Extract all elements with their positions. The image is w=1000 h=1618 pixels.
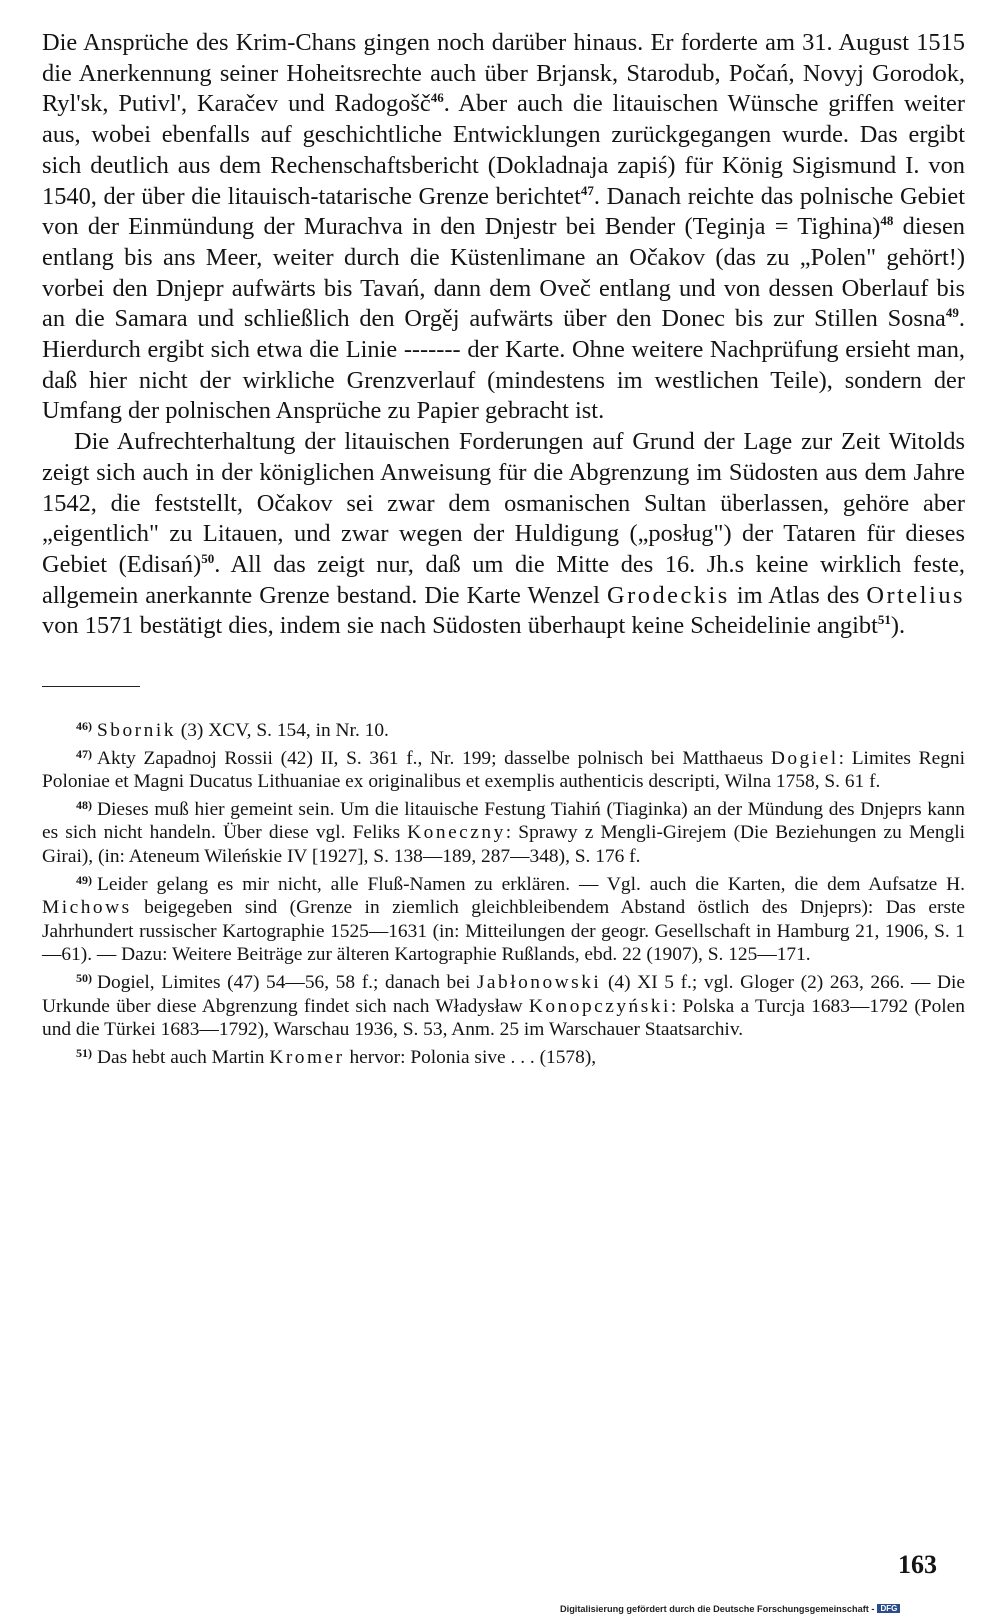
footnote-47 bbox=[42, 743, 965, 794]
spaced-name: Michows bbox=[42, 897, 132, 919]
footnote-text: : Limites Regni Poloniae et Magni Ducatus Lithuaniae ex originalibus et exemplis authenticis descripti, Wilna 1758, S. 61 f. bbox=[42, 747, 965, 793]
spaced-name: Kromer bbox=[269, 1046, 345, 1068]
footnote-number: 46) bbox=[76, 719, 92, 734]
footnote-text: (3) XCV, S. 154, in Nr. 10. bbox=[175, 720, 389, 742]
footnote-text: Dieses muß hier gemeint sein. Um die litauische Festung Tiahiń (Tiaginka) an der Mündung des Dnjeprs kann es sich nicht handeln. Über diese vgl. Feliks bbox=[42, 798, 965, 844]
footnote-50 bbox=[42, 967, 965, 1042]
footnote-number: 51) bbox=[76, 1045, 92, 1060]
footnote-rule bbox=[42, 686, 140, 687]
dfg-logo: DFG bbox=[877, 1604, 900, 1613]
footnote-ref: 51 bbox=[877, 612, 891, 628]
digitization-footer bbox=[560, 1604, 900, 1614]
footnote-number: 48) bbox=[76, 797, 92, 812]
text-run: von 1571 bestätigt dies, indem sie nach Südosten überhaupt keine Scheidelinie angibt bbox=[42, 612, 878, 640]
page-body bbox=[42, 28, 965, 1069]
footnote-text: Das hebt auch Martin bbox=[97, 1046, 270, 1068]
text-run: . Hierdurch ergibt sich etwa die Linie ------- der Karte. Ohne weitere Nachprüfung ersieht man, daß hier nicht der wirkliche Grenzverlauf (mindestens im westlichen Teile), sondern der Umfang der polnischen Ansprüche zu Papier gebracht ist. bbox=[42, 305, 965, 425]
footnote-51 bbox=[42, 1042, 965, 1070]
text-run: . Danach reichte das polnische Gebiet von der Einmündung der Murachva in den Dnjestr bei Bender (Teginja = Tighina) bbox=[42, 182, 965, 241]
text-run: diesen entlang bis ans Meer, weiter durch die Küstenlimane an Očakov (das zu „Polen" gehört!) vorbei den Dnjepr aufwärts bis Tavań, dann dem Oveč entlang und von dessen Oberlauf bis an die Samara und schließlich den Orgěj aufwärts über den Donec bis zur Stillen Sosna bbox=[42, 213, 965, 333]
footnote-text: beigegeben sind (Grenze in ziemlich gleichbleibendem Abstand östlich des Dnjeprs): Das erste Jahrhundert russischer Kartographie 1525—1631 (in: Mitteilungen der geogr. Gesellschaft in Hamburg 21, 1906, S. 1—61). — Dazu: Weitere Beiträge zur älteren Kartographie Rußlands, ebd. 22 (1907), S. 125—171. bbox=[42, 897, 965, 966]
footnote-number: 47) bbox=[76, 746, 92, 761]
footnotes bbox=[42, 715, 965, 1069]
footnote-text: Akty Zapadnoj Rossii (42) II, S. 361 f., Nr. 199; dasselbe polnisch bei Matthaeus bbox=[97, 747, 771, 769]
footnote-text: (4) XI 5 f.; vgl. Gloger (2) 263, 266. — Die Urkunde über diese Abgrenzung findet sich nach Władysław bbox=[42, 972, 965, 1017]
footnote-number: 50) bbox=[76, 971, 92, 985]
spaced-name: Dogiel bbox=[770, 747, 839, 769]
text-run: im Atlas des bbox=[729, 581, 867, 609]
paragraph-1 bbox=[42, 28, 965, 427]
footnote-text: hervor: Polonia sive . . . (1578), bbox=[344, 1046, 597, 1068]
footnote-text: : Polska a Turcja 1683—1792 (Polen und die Türkei 1683—1792), Warschau 1936, S. 53, Anm. 25 im Warschauer Staatsarchiv. bbox=[42, 995, 965, 1041]
text-run: Die Aufrechterhaltung der litauischen Forderungen auf Grund der Lage zur Zeit Witolds zeigt sich auch in der königlichen Anweisung für die Abgrenzung im Südosten aus dem Jahre 1542, die feststellt, Očakov sei zwar dem osmanischen Sultan überlassen, gehöre aber „eigentlich" zu Litauen, und zwar wegen der Huldigung („posług") der Tataren für dieses Gebiet (Edisań) bbox=[42, 428, 965, 578]
footnote-48 bbox=[42, 794, 965, 869]
footnote-ref: 50 bbox=[201, 550, 215, 566]
text-run: . Aber auch die litauischen Wünsche griffen weiter aus, wobei ebenfalls auf geschichtliche Entwicklungen zurückgegangen wurde. Das ergibt sich deutlich aus dem Rechenschaftsbericht (Dokladnaja zapiś) für König Sigismund I. von 1540, der über die litauisch-tatarische Grenze berichtet bbox=[42, 90, 965, 210]
page-number: 163 bbox=[898, 1550, 937, 1579]
footnote-text: Dogiel, Limites (47) 54—56, 58 f.; danach bei bbox=[97, 972, 477, 993]
footnote-text: Leider gelang es mir nicht, alle Fluß-Namen zu erklären. — Vgl. auch die Karten, die dem Aufsatze H. bbox=[97, 873, 965, 895]
footnote-ref: 48 bbox=[880, 213, 894, 229]
spaced-name: Ortelius bbox=[866, 581, 966, 609]
footnote-ref: 47 bbox=[580, 182, 594, 198]
spaced-name: Koneczny bbox=[407, 822, 506, 844]
footnote-49 bbox=[42, 869, 965, 967]
footnote-ref: 49 bbox=[945, 305, 959, 321]
spaced-name: Jabłonowski bbox=[476, 972, 602, 993]
footnote-text: : Sprawy z Mengli-Girejem (Die Beziehungen zu Mengli Girai), (in: Ateneum Wileńskie IV [1927], S. 138—189, 287—348), S. 176 f. bbox=[42, 822, 966, 868]
text-run: Die Ansprüche des Krim-Chans gingen noch darüber hinaus. Er forderte am 31. August 1515 die Anerkennung seiner Hoheitsrechte auch über Brjansk, Starodub, Počań, Novyj Gorodok, Ryl'sk, Putivl', Karačev und Radogošč bbox=[42, 29, 965, 118]
spaced-name: Sbornik bbox=[97, 720, 176, 742]
footer-text: Digitalisierung gefördert durch die Deutsche Forschungsgemeinschaft - bbox=[560, 1604, 875, 1614]
spaced-name: Konopczyński bbox=[528, 995, 671, 1017]
footnote-46 bbox=[42, 715, 965, 743]
footnote-ref: 46 bbox=[430, 90, 444, 106]
spaced-name: Grodeckis bbox=[607, 581, 730, 609]
paragraph-2 bbox=[42, 427, 965, 642]
footnote-number: 49) bbox=[76, 872, 92, 887]
text-run: ). bbox=[890, 612, 906, 640]
text-run: . All das zeigt nur, daß um die Mitte des 16. Jh.s keine wirklich feste, allgemein anerkannte Grenze bestand. Die Karte Wenzel bbox=[42, 550, 965, 609]
